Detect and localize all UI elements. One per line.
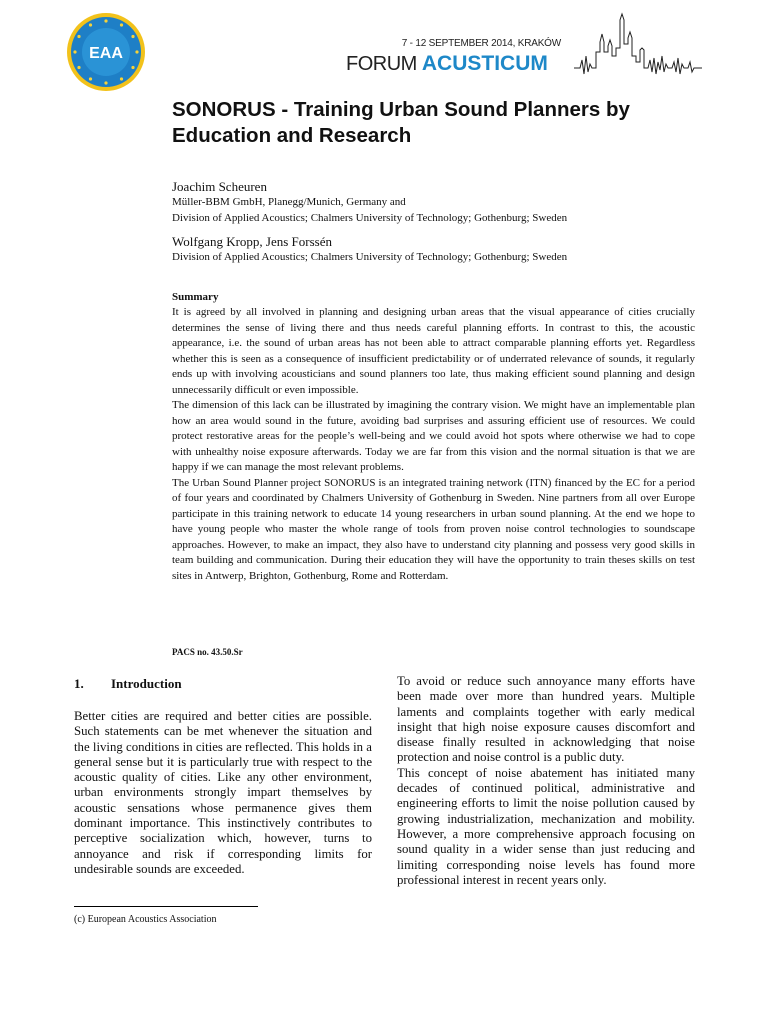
author-name: Wolfgang Kropp, Jens Forssén: [172, 234, 332, 249]
footnote-divider: [74, 906, 258, 907]
pacs-number: PACS no. 43.50.Sr: [172, 647, 243, 657]
summary-paragraph: The Urban Sound Planner project SONORUS is an integrated training network (ITN) financed by the EC for a period of four years and coordinated by Chalmers University of Gothenburg in Sweden. Nine partners from all over Europe participate in this training network to educate 14 young researchers in urban sound planning. At the end we hope to have young people who master the whole range of tools from proven noise control technologies to soundscape approaches. However, to make an impact, they also have to understand city planning and possess very good skills in team building and communication. During their education they will have the opportunity to train theses skills on test sites in Antwerp, Brighton, Gothenburg, Rome and Rotterdam.: [172, 476, 695, 582]
author-affiliation: Division of Applied Acoustics; Chalmers University of Technology; Gothenburg; Sweden: [172, 212, 568, 224]
left-column: [74, 709, 372, 877]
section-number: 1.: [74, 676, 84, 691]
section-heading: [74, 676, 182, 692]
paper-title-line-1: SONORUS - Training Urban Sound Planners by: [172, 98, 630, 121]
acusticum-word: ACUSTICUM: [421, 52, 548, 75]
summary-paragraph: The dimension of this lack can be illustrated by imagining the contrary vision. We might have an implementable plan how an area would sound in the future, avoiding bad surprises and assuring efficient use of resources. We could protect restorative areas for the people’s well-being and we could avoid hot spots where otherwise we had to cope with unhealthy noise exposure afterwards. Today we are far from this vision and the normal situation is that we are happy if we can manage the most relevant problems.: [172, 399, 695, 473]
section-title: Introduction: [111, 676, 182, 691]
body-paragraph: To avoid or reduce such annoyance many efforts have been made over more than hundred years. Multiple laments and complaints together with early medical insight that high noise exposure causes discomfort and disease finally resulted in acknowledging that noise protection and noise control is a public duty.: [397, 674, 695, 765]
forum-word: FORUM: [346, 53, 417, 75]
author-name: Joachim Scheuren: [172, 179, 267, 194]
paper-title-line-2: Education and Research: [172, 124, 412, 147]
summary-heading: Summary: [172, 291, 219, 303]
copyright-footnote: (c) European Acoustics Association: [74, 914, 217, 925]
author-affiliation: Müller-BBM GmbH, Planegg/Munich, Germany and: [172, 196, 406, 208]
forum-acusticum-logo: [344, 12, 704, 78]
summary-body: [172, 305, 695, 584]
eaa-logo: [66, 12, 146, 92]
body-paragraph: This concept of noise abatement has initiated many decades of continued political, administrative and engineering efforts to limit the noise pollution caused by growing industrialization, mechanization and mobility. However, a more comprehensive approach focusing on sound quality in a wider sense than just reducing and limiting corresponding noise levels has found more professional interest in recent years only.: [397, 765, 695, 887]
skyline-waveform-graphic: [574, 12, 704, 78]
summary-paragraph: It is agreed by all involved in planning and designing urban areas that the visual appearance of cities crucially determines the sense of living there and thus needs careful planning efforts. In contrast to this, the acoustic appearance, i.e. the sound of urban areas has not been able to attract comparable planning efforts yet. Regardless whether this is seen as a consequence of insufficient predictability or of underrated relevance of sounds, it regularly ends up with involving acousticians and sound planners too late, thus making efficient sound planning and design unnecessarily difficult or even impossible.: [172, 306, 695, 396]
paper-title: [172, 97, 712, 149]
body-paragraph: Better cities are required and better cities are possible. Such statements can be met whenever the situation and the living conditions in cities are reflected. This holds in a general sense but it is particularly true with respect to the acoustic quality of cities. Like any other environment, urban environments strongly impart themselves by acoustic sensations whose permanence gives them dominant importance. This instinctively contributes to perceptive socialization which, however, turns to annoyance and risk if corresponding limits for undesirable sounds are exceeded.: [74, 709, 372, 876]
author-affiliation: Division of Applied Acoustics; Chalmers University of Technology; Gothenburg; Sweden: [172, 251, 568, 263]
conference-date: 7 - 12 SEPTEMBER 2014, KRAKÓW: [401, 38, 561, 49]
eaa-logo-text: EAA: [89, 45, 123, 62]
right-column: [397, 674, 695, 888]
conference-name: [346, 52, 548, 76]
